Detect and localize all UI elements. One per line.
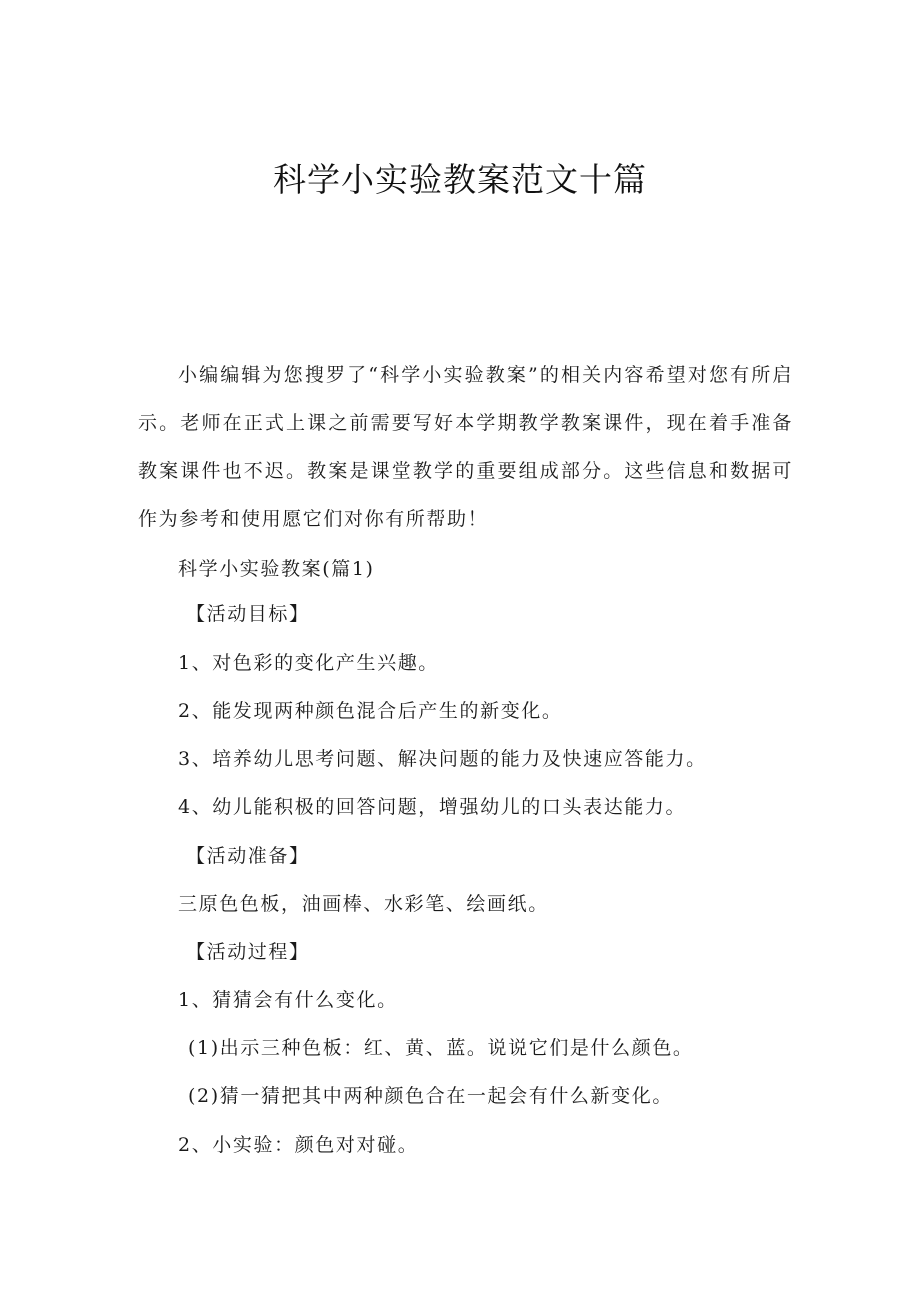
goal-item: 1、对色彩的变化产生兴趣。: [178, 652, 439, 674]
heading-process: 【活动过程】: [186, 941, 310, 963]
heading-goals: 【活动目标】: [186, 603, 310, 625]
prep-text: 三原色色板，油画棒、水彩笔、绘画纸。: [178, 893, 549, 915]
section-title: 科学小实验教案(篇1): [178, 558, 375, 580]
process-step: 2、小实验：颜色对对碰。: [178, 1134, 419, 1156]
goal-item: 4、幼儿能积极的回答问题，增强幼儿的口头表达能力。: [178, 796, 687, 818]
goal-item: 3、培养幼儿思考问题、解决问题的能力及快速应答能力。: [178, 748, 707, 770]
process-substep: (1)出示三种色板：红、黄、蓝。说说它们是什么颜色。: [188, 1037, 694, 1059]
process-step: 1、猜猜会有什么变化。: [178, 989, 398, 1011]
heading-prep: 【活动准备】: [186, 845, 310, 867]
goal-item: 2、能发现两种颜色混合后产生的新变化。: [178, 700, 563, 722]
document-title: 科学小实验教案范文十篇: [273, 160, 647, 199]
intro-paragraph: 小编编辑为您搜罗了“科学小实验教案”的相关内容希望对您有所启示。老师在正式上课之前需要写好本学期教学教案课件，现在着手准备教案课件也不迟。教案是课堂教学的重要组成部分。这些信息和数据可作为参考和使用愿它们对你有所帮助！: [138, 364, 793, 530]
process-substep: (2)猜一猜把其中两种颜色合在一起会有什么新变化。: [188, 1085, 673, 1107]
